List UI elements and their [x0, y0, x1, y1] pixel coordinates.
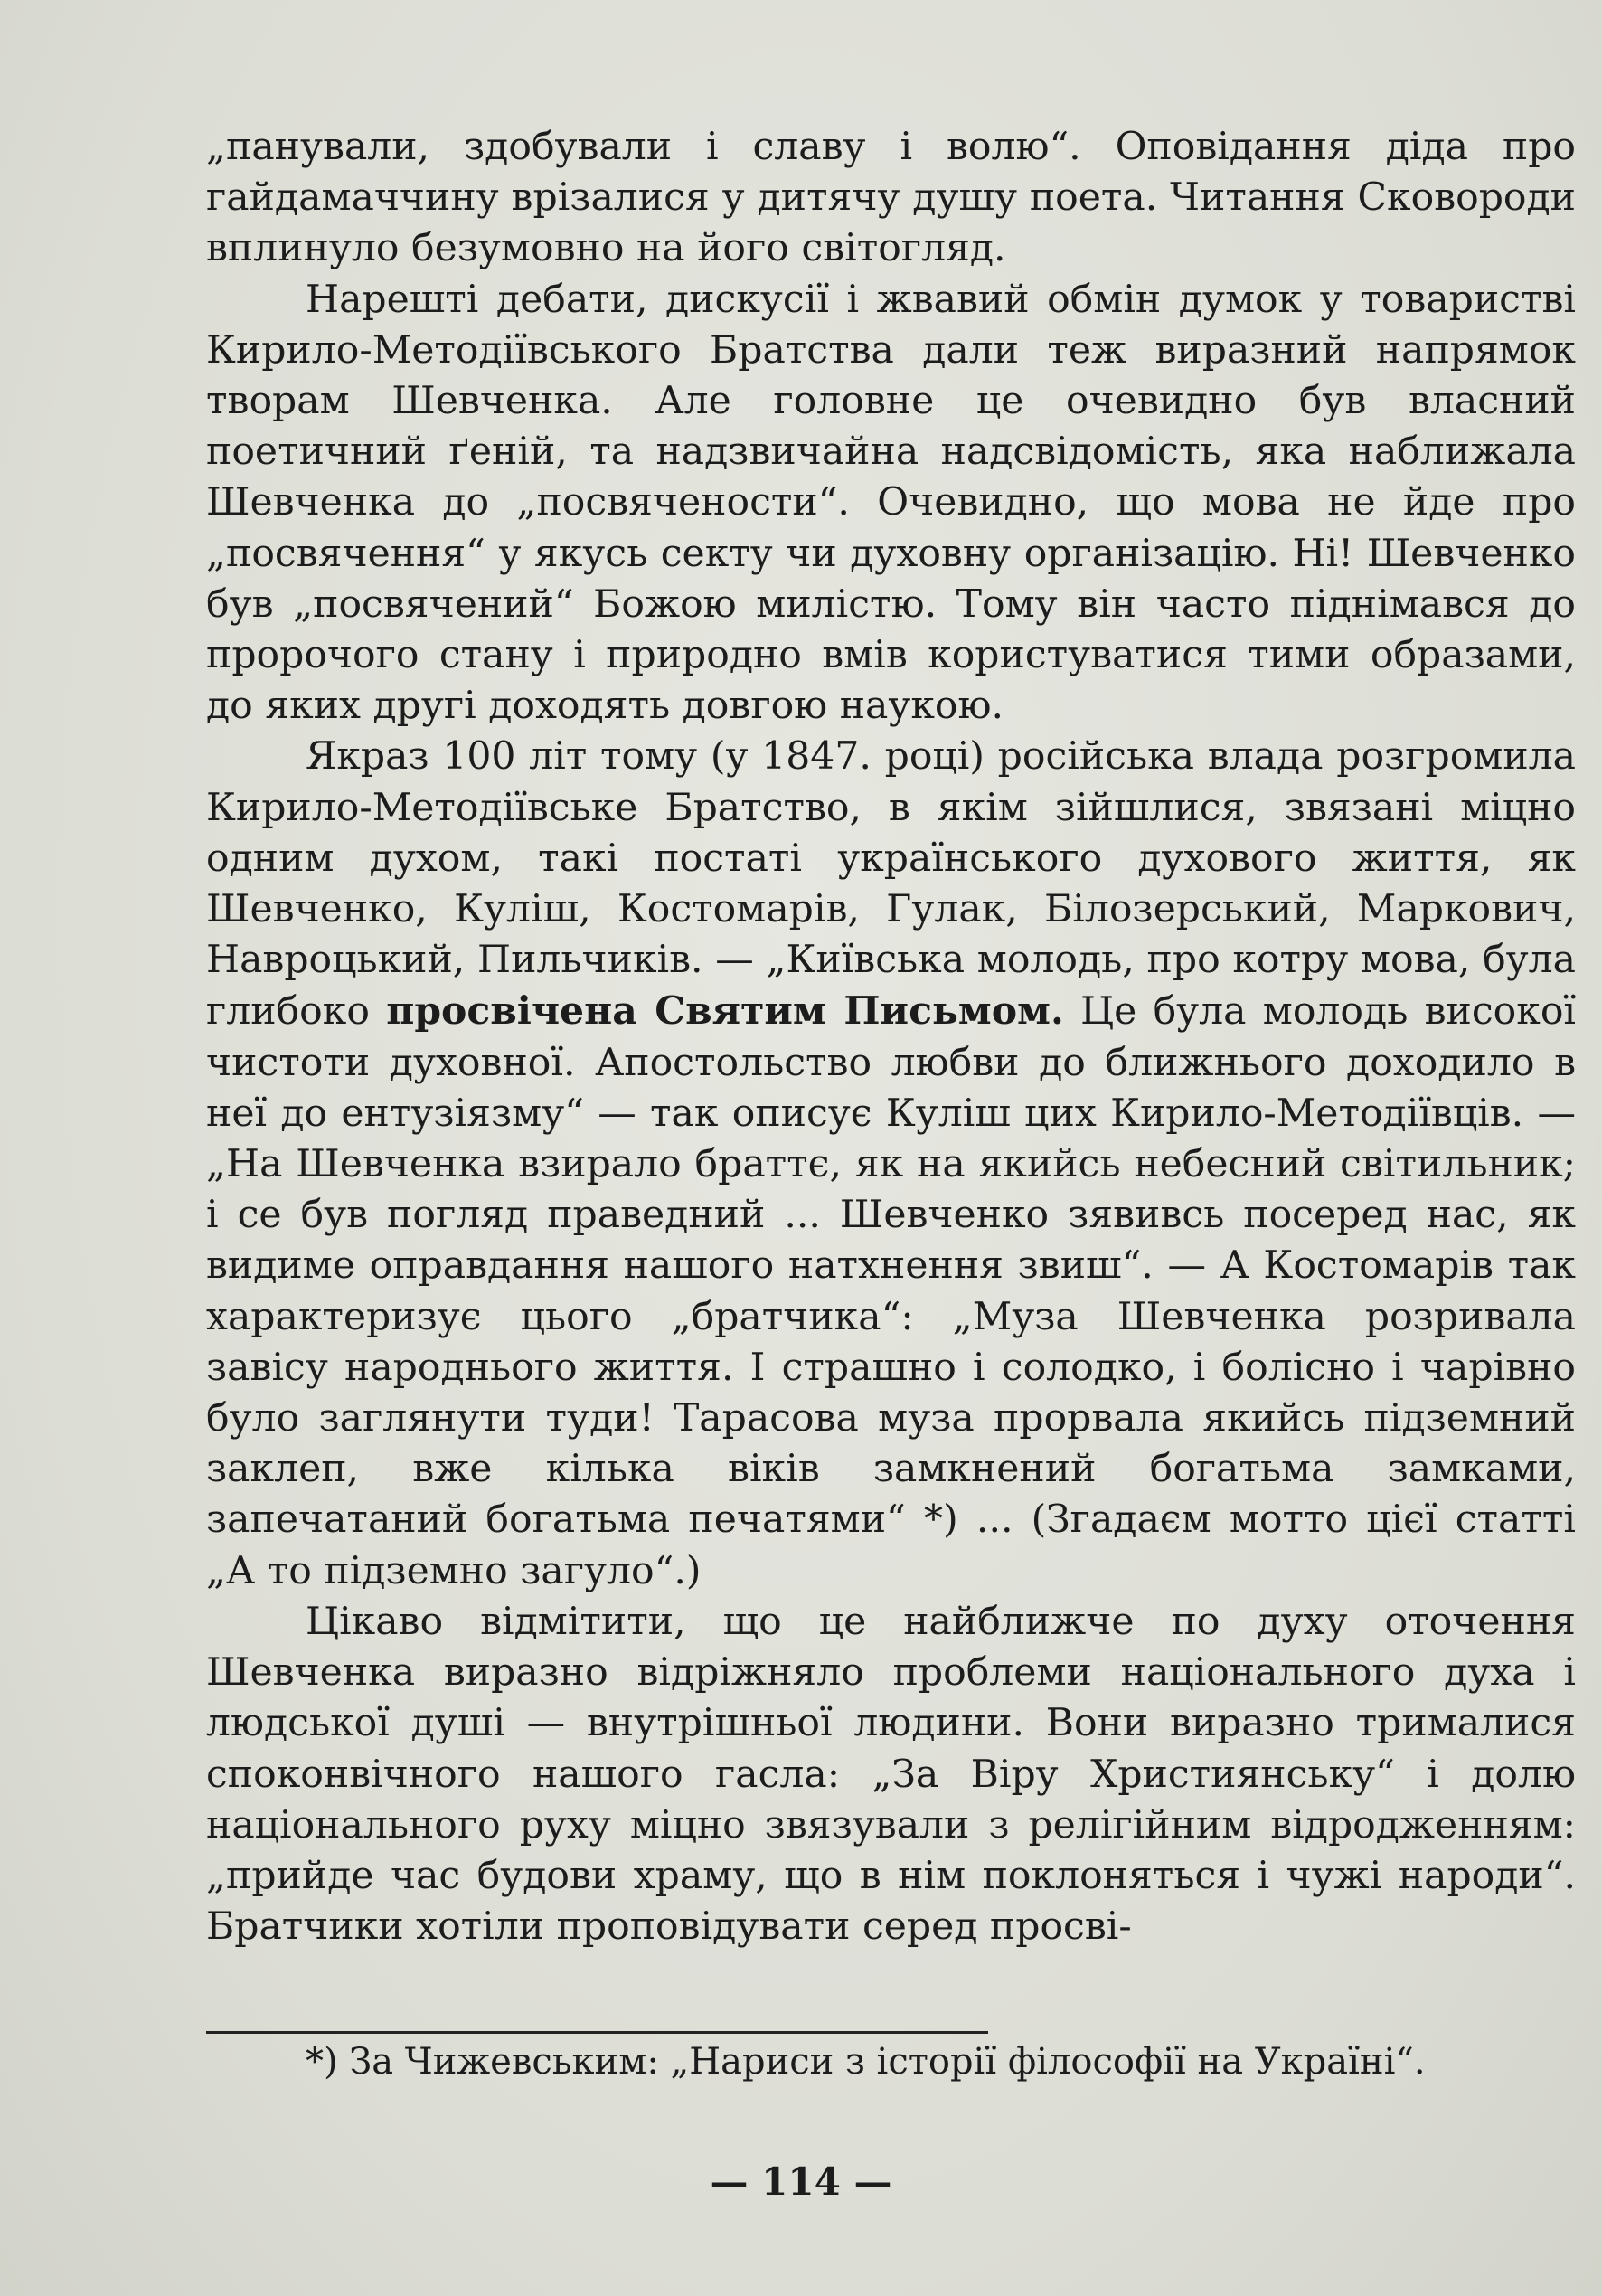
paragraph: [206, 122, 1576, 275]
paragraph: [206, 275, 1576, 732]
footnote: *) За Чижевським: „Нариси з історії філософії на Україні“.: [306, 2041, 1426, 2083]
footnote-divider: [206, 2031, 988, 2034]
page-number: — 114 —: [710, 2159, 892, 2204]
paragraph-text: Якраз 100 літ тому (у 1847. році) російська влада розгромила Кирило-Методіївське Братство, в якім зійшлися, звязані міцно одним духом, такі постаті українського духового життя, як Шевченко, Куліш, Костомарів, Гулак, Білозерський, Маркович, Навроцький, Пильчиків. — „Київська молодь, про котру мова, була глибоко: [206, 734, 1576, 1035]
paragraph-text: Нарешті дебати, дискусії і жвавий обмін думок у товаристві Кирило-Методіївського Братства дали теж виразний напрямок творам Шевченка. Але головне це очевидно був власний поетичний ґеній, та надзвичайна надсвідомість, яка наближала Шевченка до „посвячености“. Очевидно, що мова не йде про „посвячення“ у якусь секту чи духовну організацію. Ні! Шевченко був „посвячений“ Божою милістю. Тому він часто піднімався до пророчого стану і природно вмів користуватися тими образами, до яких другі доходять довгою наукою.: [206, 277, 1576, 729]
paragraph: [206, 732, 1576, 1596]
body-text: [206, 122, 1576, 1952]
bold-emphasis-text: просвічена Святим Письмом.: [386, 988, 1064, 1035]
paragraph-text: Це була молодь високої чистоти духовної. Апостольство любви до ближнього доходило в неї до ентузіязму“ — так описує Куліш цих Кирило-Методіївців. — „На Шевченка взирало браттє, як на якийсь небесний світильник; і се був погляд праведний ... Шевченко зявивсь посеред нас, як видиме оправдання нашого натхнення звиш“. — А Костомарів так характеризує цього „братчика“: „Муза Шевченка розривала завісу народнього життя. І страшно і солодко, і болісно і чарівно було заглянути туди! Тарасова муза прорвала якийсь підземний заклеп, вже кілька віків замкнений богатьма замками, запечатаний богатьма печатями“ *) ... (Згадаєм мотто цієї статті „А то підземно загуло“.): [206, 989, 1577, 1593]
paragraph-text: Цікаво відмітити, що це найближче по духу оточення Шевченка виразно відріжняло проблеми національного духа і людської душі — внутрішньої людини. Вони виразно трималися споконвічного нашого гасла: „За Віру Християнську“ і долю національного руху міцно звязували з релігійним відродженням: „прийде час будови храму, що в нім поклоняться і чужі народи“. Братчики хотіли проповідувати серед просві-: [206, 1599, 1576, 1950]
paragraph-text: „панували, здобували і славу і волю“. Оповідання діда про гайдамаччину врізалися у дитячу душу поета. Читання Сковороди вплинуло безумовно на його світогляд.: [206, 125, 1576, 271]
paragraph: [206, 1597, 1576, 1952]
